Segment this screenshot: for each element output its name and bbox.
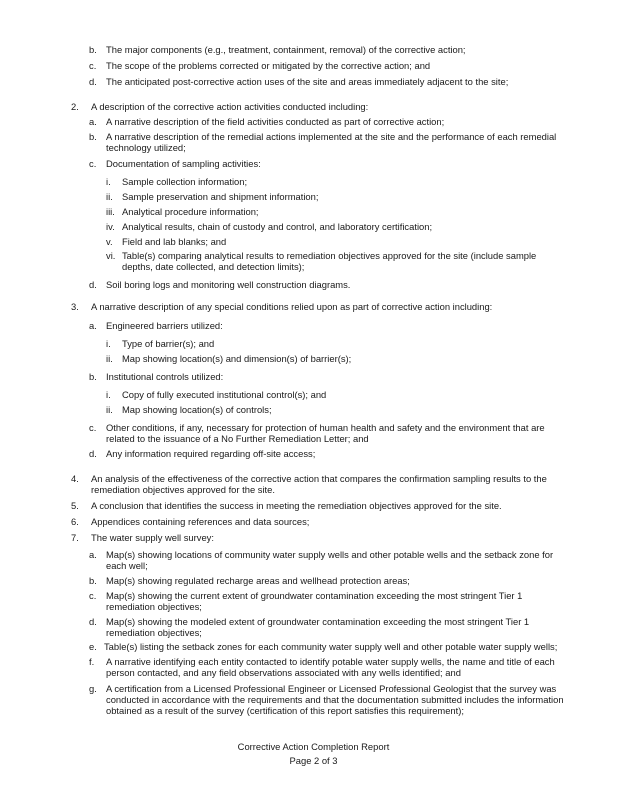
list-item-text: The anticipated post-corrective action uses of the site and areas immediately adjacent to the site; — [106, 76, 509, 87]
list-item-text: related to the issuance of a No Further Remediation Letter; and — [106, 433, 369, 444]
list-item-text: Soil boring logs and monitoring well construction diagrams. — [106, 279, 351, 290]
sub-marker: i. — [106, 338, 111, 349]
item-text: An analysis of the effectiveness of the corrective action that compares the confirmation sampling results to the — [91, 473, 547, 484]
sub-item-text: Map showing location(s) of controls; — [122, 404, 272, 415]
sub-item-text: Map showing location(s) and dimension(s) of barrier(s); — [122, 353, 352, 364]
sub-marker: ii. — [106, 191, 113, 202]
item-text: A conclusion that identifies the success in meeting the remediation objectives approved for the site. — [91, 500, 502, 511]
list-item-text: remediation objectives; — [106, 601, 202, 612]
sub-marker: i. — [106, 389, 111, 400]
list-item-text: Engineered barriers utilized: — [106, 320, 223, 331]
list-item-text: Table(s) listing the setback zones for each community water supply well and other potable water supply wells; — [104, 641, 558, 652]
sub-item-text: Sample preservation and shipment information; — [122, 191, 319, 202]
list-marker: a. — [89, 116, 97, 127]
list-marker: d. — [89, 76, 97, 87]
list-marker: b. — [89, 131, 97, 142]
sub-item-text: Copy of fully executed institutional control(s); and — [122, 389, 327, 400]
item-number: 6. — [71, 516, 79, 527]
list-item-text: A certification from a Licensed Professional Engineer or Licensed Professional Geologist that the survey was — [106, 683, 557, 694]
list-item-text: A narrative description of the field activities conducted as part of corrective action; — [106, 116, 445, 127]
list-marker: d. — [89, 279, 97, 290]
sub-marker: vi. — [106, 250, 116, 261]
item-text: The water supply well survey: — [91, 532, 214, 543]
list-item-text: Documentation of sampling activities: — [106, 158, 261, 169]
list-item-text: A narrative identifying each entity contacted to identify potable water supply wells, the name and title of each — [106, 656, 555, 667]
list-item-text: person contacted, and any field observations associated with any wells identified; and — [106, 667, 461, 678]
list-marker: e. — [89, 641, 97, 652]
sub-item-text: depths, date collected, and detection limits); — [122, 261, 305, 272]
list-marker: g. — [89, 683, 97, 694]
sub-marker: iv. — [106, 221, 115, 232]
item-number: 3. — [71, 301, 79, 312]
list-marker: c. — [89, 60, 97, 71]
list-item-text: Any information required regarding off-site access; — [106, 448, 316, 459]
item-text: Appendices containing references and data sources; — [91, 516, 310, 527]
sub-marker: ii. — [106, 404, 113, 415]
list-item-text: Map(s) showing locations of community water supply wells and other potable wells and the setback zone for — [106, 549, 554, 560]
sub-item-text: Analytical results, chain of custody and control, and laboratory certification; — [122, 221, 433, 232]
list-marker: b. — [89, 44, 97, 55]
list-item-text: technology utilized; — [106, 142, 186, 153]
item-number: 4. — [71, 473, 79, 484]
list-marker: d. — [89, 616, 97, 627]
sub-item-text: Analytical procedure information; — [122, 206, 259, 217]
list-item-text: Other conditions, if any, necessary for protection of human health and safety and the environment that are — [106, 422, 545, 433]
list-item-text: conducted in accordance with the requirements and that the documentation submitted includes the information — [106, 694, 564, 705]
sub-marker: i. — [106, 176, 111, 187]
list-marker: b. — [89, 575, 97, 586]
list-item-text: obtained as a result of the survey (certification of this report satisfies this requirement); — [106, 705, 464, 716]
footer-title: Corrective Action Completion Report — [237, 741, 390, 752]
list-item-text: A narrative description of the remedial actions implemented at the site and the performance of each remedial — [106, 131, 557, 142]
list-marker: c. — [89, 590, 97, 601]
footer-page-number: Page 2 of 3 — [289, 755, 338, 766]
item-number: 5. — [71, 500, 79, 511]
list-marker: a. — [89, 320, 97, 331]
list-item-text: Map(s) showing regulated recharge areas and wellhead protection areas; — [106, 575, 410, 586]
list-item-text: The major components (e.g., treatment, containment, removal) of the corrective action; — [106, 44, 466, 55]
item-number: 2. — [71, 101, 79, 112]
list-marker: f. — [89, 656, 95, 667]
list-marker: a. — [89, 549, 97, 560]
sub-item-text: Type of barrier(s); and — [122, 338, 215, 349]
sub-item-text: Sample collection information; — [122, 176, 248, 187]
list-item-text: Institutional controls utilized: — [106, 371, 224, 382]
item-text: remediation objectives approved for the site. — [91, 484, 275, 495]
sub-marker: ii. — [106, 353, 113, 364]
list-marker: b. — [89, 371, 97, 382]
sub-marker: iii. — [106, 206, 115, 217]
list-item-text: The scope of the problems corrected or mitigated by the corrective action; and — [106, 60, 431, 71]
list-item-text: remediation objectives; — [106, 627, 202, 638]
item-text: A description of the corrective action activities conducted including: — [91, 101, 369, 112]
list-marker: d. — [89, 448, 97, 459]
list-marker: c. — [89, 422, 97, 433]
list-marker: c. — [89, 158, 97, 169]
list-item-text: each well; — [106, 560, 148, 571]
sub-item-text: Table(s) comparing analytical results to remediation objectives approved for the site (include sample — [122, 250, 537, 261]
sub-marker: v. — [106, 236, 113, 247]
list-item-text: Map(s) showing the current extent of groundwater contamination exceeding the most stringent Tier 1 — [106, 590, 523, 601]
sub-item-text: Field and lab blanks; and — [122, 236, 227, 247]
item-text: A narrative description of any special conditions relied upon as part of corrective action including: — [91, 301, 493, 312]
list-item-text: Map(s) showing the modeled extent of groundwater contamination exceeding the most stringent Tier 1 — [106, 616, 530, 627]
item-number: 7. — [71, 532, 79, 543]
